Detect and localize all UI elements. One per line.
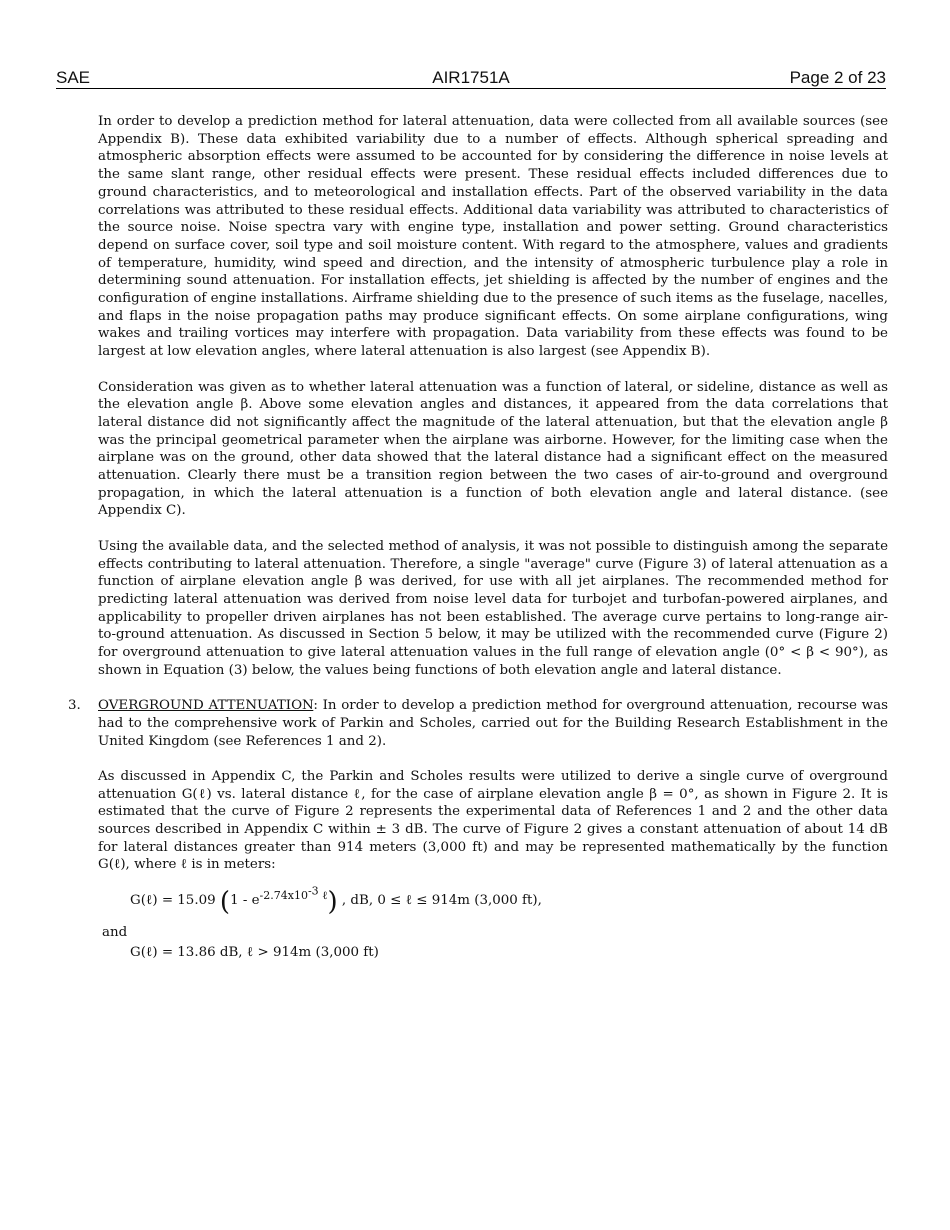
section-number: 3. (68, 698, 81, 714)
paragraph-lateral-distance: Consideration was given as to whether lateral attenuation was a function of lateral, or sideline, distance as well as the elevation angle β. Above some elevation angles and distances, it appeared from the data correlations that lateral distance did not significantly affect the magnitude of the lateral attenuation, but that the elevation angle β was the principal geometrical parameter when the airplane was airborne. However, for the limiting case when the airplane was on the ground, other data showed that the lateral distance had a significant effect on the measured attenuation. Clearly there must be a transition region between the two cases of air-to-ground and overground propagation, in which the lateral attenuation is a function of both elevation angle and lateral distance. (see Appendix C). (98, 379, 888, 519)
header-org: SAE (56, 68, 91, 87)
paragraph-average-curve: Using the available data, and the selected method of analysis, it was not possible to distinguish among the separate effects contributing to lateral attenuation. Therefore, a single "average" curve (Figure 3) of lateral attenuation as a function of airplane elevation angle β was derived, for use with all jet airplanes. The recommended method for predicting lateral attenuation was derived from noise level data for turbojet and turbofan-powered airplanes, and applicability to propeller driven airplanes has not been established. The average curve pertains to long-range air-to-ground attenuation. As discussed in Section 5 below, it may be utilized with the recommended curve (Figure 2) for overground attenuation to give lateral attenuation values in the full range of elevation angle (0° < β < 90°), as shown in Equation (3) below, the values being functions of both elevation angle and lateral distance. (98, 538, 888, 678)
document-body (68, 113, 888, 961)
equation-2: G(ℓ) = 13.86 dB, ℓ > 914m (3,000 ft) (130, 944, 379, 960)
header-doc-id: AIR1751A (432, 68, 510, 87)
paragraph-parkin-scholes: As discussed in Appendix C, the Parkin and Scholes results were utilized to derive a single curve of overground attenuation G(ℓ) vs. lateral distance ℓ, for the case of airplane elevation angle β = 0°, as shown in Figure 2. It is estimated that the curve of Figure 2 represents the experimental data of References 1 and 2 and the other data sources described in Appendix C within ± 3 dB. The curve of Figure 2 gives a constant attenuation of about 14 dB for lateral distances greater than 914 meters (3,000 ft) and may be represented mathematically by the function G(ℓ), where ℓ is in meters: (98, 768, 888, 873)
eq1-close-paren: ) (327, 887, 338, 918)
eq1-exponent-var: ℓ (322, 888, 328, 902)
equation-1 (130, 882, 888, 918)
section-overground-attenuation (68, 697, 888, 874)
section-intro-text: : In order to develop a prediction method for overground attenuation, recourse was had to the comprehensive work of Parkin and Scholes, carried out for the Building Research Establishment in the United Kingdom (see References 1 and 2). (98, 698, 888, 749)
page-header (56, 68, 886, 89)
eq1-rhs: , dB, 0 ≤ ℓ ≤ 914m (3,000 ft), (341, 893, 542, 909)
eq1-open-paren: ( (219, 887, 231, 918)
eq1-lhs: G(ℓ) = 15.09 (130, 893, 216, 909)
eq1-body: 1 - e (230, 893, 260, 909)
paragraph-lateral-data: In order to develop a prediction method for lateral attenuation, data were collected from all available sources (see Appendix B). These data exhibited variability due to a number of effects. Although spherical spreading and atmospheric absorption effects were assumed to be accounted for by considering the difference in noise levels at the same slant range, other residual effects were present. These residual effects included differences due to ground characteristics, and to meteorological and installation effects. Part of the observed variability in the data correlations was attributed to these residual effects. Additional data variability was attributed to characteristics of the source noise. Noise spectra vary with engine type, installation and power setting. Ground characteristics depend on surface cover, soil type and soil moisture content. With regard to the atmosphere, values and gradients of temperature, humidity, wind speed and direction, and the intensity of atmospheric turbulence play a role in determining sound attenuation. For installation effects, jet shielding is affected by the number of engines and the configuration of engine installations. Airframe shielding due to the presence of such items as the fuselage, nacelles, and flaps in the noise propagation paths may produce significant effects. On some airplane configurations, wing wakes and trailing vortices may interfere with propagation. Data variability from these effects was found to be largest at low elevation angles, where lateral attenuation is also largest (see Appendix B). (98, 114, 888, 360)
header-page-number: Page 2 of 23 (789, 68, 886, 87)
section-heading: OVERGROUND ATTENUATION (98, 698, 314, 714)
section-intro (98, 697, 888, 750)
eq1-exponent-power: -3 (307, 884, 319, 898)
equation-connector: and (102, 925, 128, 940)
eq1-exponent: -2.74x10 (259, 888, 308, 902)
